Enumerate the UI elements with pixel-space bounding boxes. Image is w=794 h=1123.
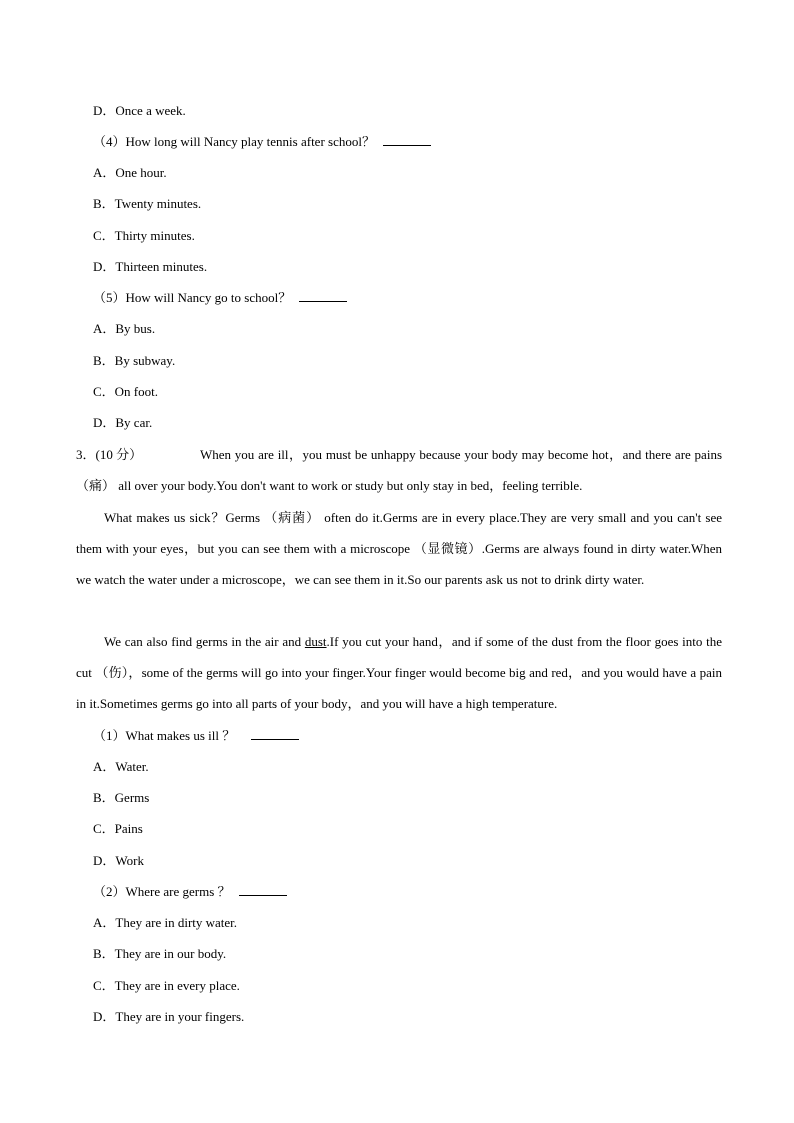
- q3-2-option-b: B．They are in our body.: [93, 946, 227, 961]
- question-5-stem: （5）How will Nancy go to school？: [93, 290, 292, 305]
- answer-blank[interactable]: [299, 290, 347, 302]
- question-3-2: [93, 884, 287, 900]
- passage-paragraph-3: [76, 626, 722, 720]
- q5-option-d: D．By car.: [93, 415, 153, 430]
- passage-p3-text-b: .If you cut your hand，and if some of the dust from the floor goes into the cut （伤），some of the germs will go into your finger.Your finger would become big and red，and you would have a pain in it.Sometimes germs go into all parts of your body，and you will have a high temperature.: [76, 634, 722, 712]
- answer-blank[interactable]: [251, 728, 299, 740]
- question-3-1-stem: （1）What makes us ill ？: [93, 728, 236, 743]
- passage-p2-text: What makes us sick？Germs （病菌） often do it.Germs are in every place.They are very small and you can't see them with your eyes，but you can see them with a microscope （显微镜）.Germs are always found in dirty water.When we watch the water under a microscope，we can see them in it.So our parents ask us not to drink dirty water.: [76, 510, 722, 588]
- option-d-prev: D．Once a week.: [93, 103, 186, 118]
- q3-1-option-c: C．Pains: [93, 821, 143, 836]
- q4-option-c: C．Thirty minutes.: [93, 228, 195, 243]
- passage-p3-text-a: We can also find germs in the air and: [104, 634, 305, 649]
- q3-2-option-d: D．They are in your fingers.: [93, 1009, 245, 1024]
- q3-2-option-c: C．They are in every place.: [93, 978, 240, 993]
- q3-1-option-d: D．Work: [93, 853, 144, 868]
- q3-1-option-b: B．Germs: [93, 790, 150, 805]
- answer-blank[interactable]: [383, 134, 431, 146]
- q4-option-d: D．Thirteen minutes.: [93, 259, 208, 274]
- passage-paragraph-1: [76, 439, 722, 501]
- answer-blank[interactable]: [239, 884, 287, 896]
- question-3-2-stem: （2）Where are germs ？: [93, 884, 231, 899]
- q3-2-option-a: A．They are in dirty water.: [93, 915, 238, 930]
- q5-option-a: A．By bus.: [93, 321, 156, 336]
- q5-option-b: B．By subway.: [93, 353, 176, 368]
- underlined-word: dust: [304, 634, 327, 649]
- question-3-header: 3．(10 分）: [76, 447, 143, 462]
- question-4-stem: （4）How long will Nancy play tennis after school？: [93, 134, 375, 149]
- passage-paragraph-2: [76, 502, 722, 596]
- q4-option-b: B．Twenty minutes.: [93, 196, 202, 211]
- passage-p1-text: When you are ill，you must be unhappy because your body may become hot，and there are pains （痛） all over your body.You don't want to work or study but only stay in bed，feeling terrible.: [76, 447, 722, 494]
- question-3-1: [93, 728, 299, 744]
- q3-1-option-a: A．Water.: [93, 759, 149, 774]
- q5-option-c: C．On foot.: [93, 384, 159, 399]
- q4-option-a: A．One hour.: [93, 165, 167, 180]
- question-4: [93, 134, 431, 150]
- question-5: [93, 290, 347, 306]
